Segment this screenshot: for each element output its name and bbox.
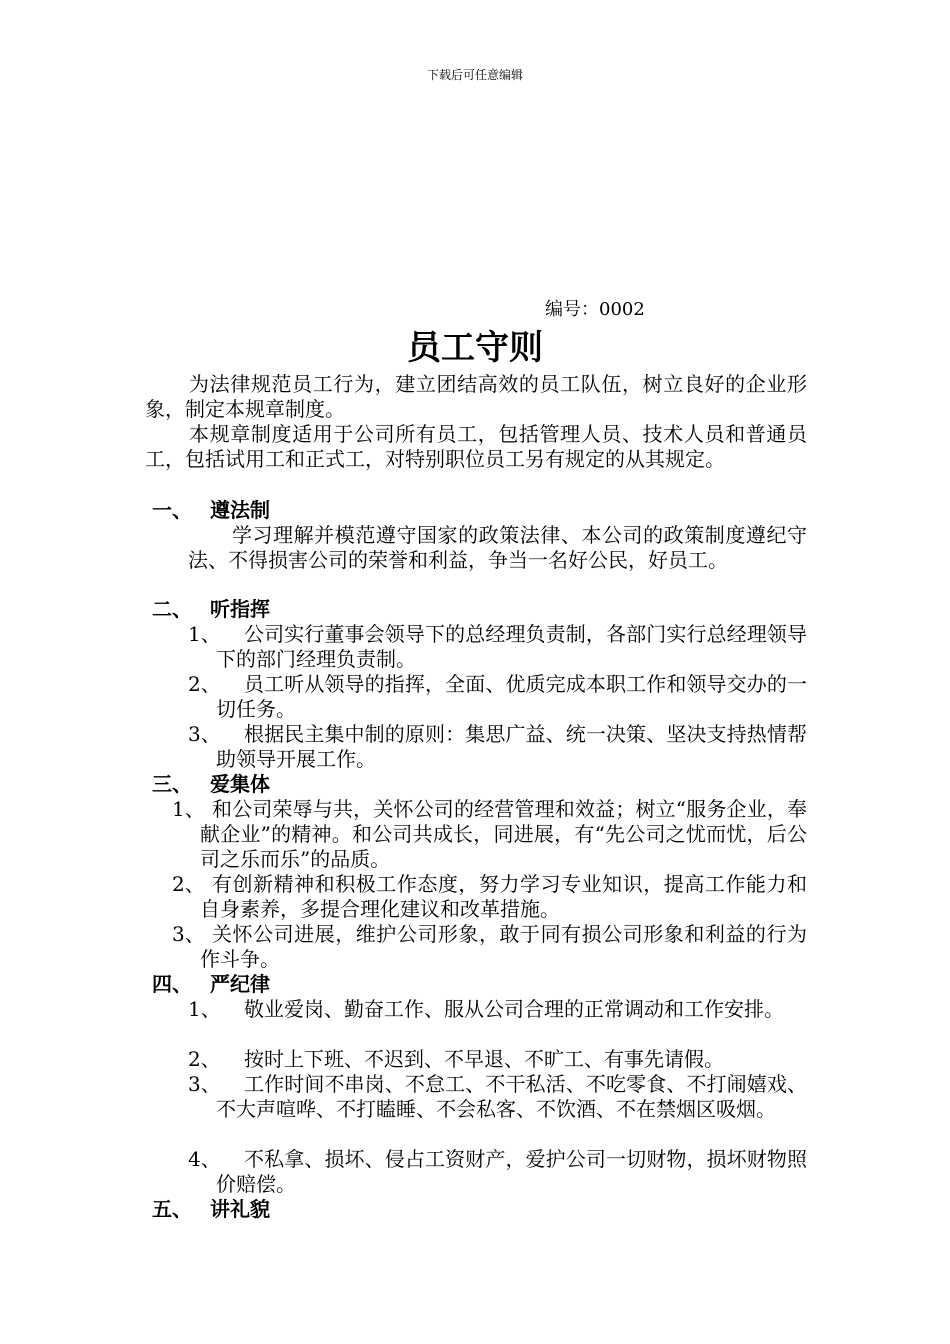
list-item-text: 工作时间不串岗、不怠工、不干私活、不吃零食、不打闹嬉戏、不大声喧哗、不打瞌睡、不会私客、不饮酒、不在禁烟区吸烟。 — [216, 1072, 807, 1121]
list-item — [188, 672, 807, 722]
section-number: 二、 — [152, 597, 192, 621]
section-title: 爱集体 — [210, 772, 270, 796]
list-item-number: 1、 — [188, 622, 221, 646]
section-heading — [152, 972, 270, 997]
section-body: 学习理解并模范遵守国家的政策法律、本公司的政策制度遵纪守法、不得损害公司的荣誉和利益，争当一名好公民，好员工。 — [188, 523, 807, 572]
list-item-number: 3、 — [188, 1072, 221, 1096]
list-item-text: 根据民主集中制的原则：集思广益、统一决策、坚决支持热情帮助领导开展工作。 — [216, 722, 807, 771]
list-item — [188, 722, 807, 772]
document-number: 编号：0002 — [545, 299, 645, 320]
list-item — [172, 872, 807, 922]
list-item-number: 3、 — [172, 922, 205, 946]
list-item — [172, 797, 807, 872]
section-heading — [152, 597, 270, 622]
section-title: 严纪律 — [210, 972, 270, 996]
section-number: 三、 — [152, 772, 192, 796]
list-item — [188, 1047, 807, 1072]
list-item-number: 2、 — [188, 1047, 221, 1071]
list-item-text: 有创新精神和积极工作态度，努力学习专业知识，提高工作能力和自身素养，多提合理化建议和改革措施。 — [200, 872, 807, 921]
intro-paragraph: 为法律规范员工行为，建立团结高效的员工队伍，树立良好的企业形象，制定本规章制度。 — [145, 372, 807, 421]
list-item-text: 员工听从领导的指挥，全面、优质完成本职工作和领导交办的一切任务。 — [216, 672, 807, 721]
list-item-text: 不私拿、损坏、侵占工资财产，爱护公司一切财物，损坏财物照价赔偿。 — [216, 1147, 807, 1196]
list-item-text: 关怀公司进展，维护公司形象，敢于同有损公司形象和利益的行为作斗争。 — [200, 922, 807, 971]
list-item — [172, 922, 807, 972]
section-number: 一、 — [152, 498, 192, 522]
section-number: 五、 — [152, 1197, 192, 1221]
section-heading — [152, 498, 270, 523]
list-item-text: 公司实行董事会领导下的总经理负责制，各部门实行总经理领导下的部门经理负责制。 — [216, 622, 807, 671]
section-title: 遵法制 — [210, 498, 270, 522]
list-item — [188, 997, 807, 1022]
section-title: 讲礼貌 — [210, 1197, 270, 1221]
list-item — [188, 1147, 807, 1197]
list-item-number: 3、 — [188, 722, 221, 746]
list-item-text: 敬业爱岗、勤奋工作、服从公司合理的正常调动和工作安排。 — [244, 997, 784, 1021]
list-item-text: 和公司荣辱与共，关怀公司的经营管理和效益；树立“服务企业，奉献企业”的精神。和公司共成长，同进展，有“先公司之忧而忧，后公司之乐而乐”的品质。 — [200, 797, 807, 871]
list-item-number: 2、 — [172, 872, 205, 896]
list-item-number: 1、 — [188, 997, 221, 1021]
section-heading — [152, 1197, 270, 1222]
section-number: 四、 — [152, 972, 192, 996]
header-note: 下载后可任意编辑 — [426, 68, 523, 82]
list-item — [188, 622, 807, 672]
document-title: 员工守则 — [407, 328, 543, 368]
section-title: 听指挥 — [210, 597, 270, 621]
list-item-number: 2、 — [188, 672, 221, 696]
list-item — [188, 1072, 807, 1122]
list-item-number: 1、 — [172, 797, 205, 821]
list-item-text: 按时上下班、不迟到、不早退、不旷工、有事先请假。 — [244, 1047, 724, 1071]
section-heading — [152, 772, 270, 797]
list-item-number: 4、 — [188, 1147, 221, 1171]
intro-paragraph: 本规章制度适用于公司所有员工，包括管理人员、技术人员和普通员工，包括试用工和正式工，对特别职位员工另有规定的从其规定。 — [145, 422, 807, 471]
